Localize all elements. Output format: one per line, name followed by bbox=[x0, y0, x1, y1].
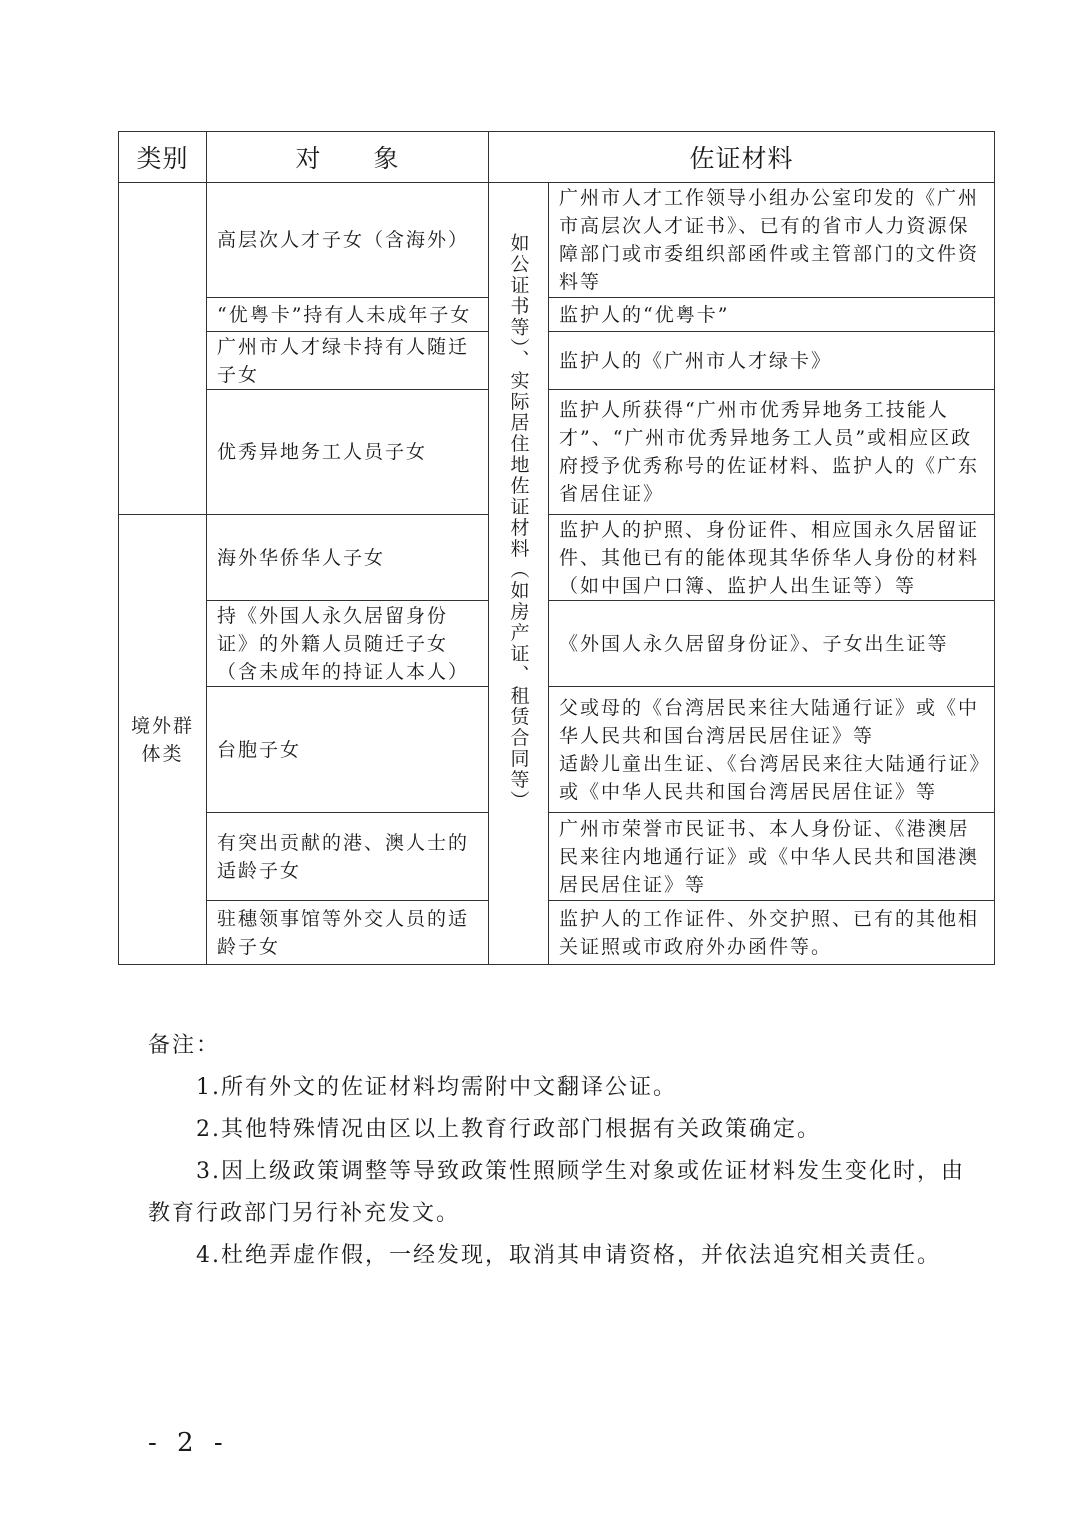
object-cell: 海外华侨华人子女 bbox=[207, 515, 489, 601]
proof-cell: 监护人所获得“广州市优秀异地务工技能人才”、“广州市优秀异地务工人员”或相应区政府授予优秀称号的佐证材料、监护人的《广东省居住证》 bbox=[549, 390, 995, 515]
object-cell: 驻穗领事馆等外交人员的适龄子女 bbox=[207, 901, 489, 965]
page-number: - 2 - bbox=[148, 1428, 229, 1458]
proof-line-1: 父或母的《台湾居民来往大陆通行证》或《中华人民共和国台湾居民居住证》等 bbox=[559, 696, 980, 747]
table-row bbox=[119, 183, 995, 298]
note-item-1: 1.所有外文的佐证材料均需附中文翻译公证。 bbox=[196, 1075, 677, 1100]
header-proof: 佐证材料 bbox=[489, 132, 995, 183]
proof-cell: 监护人的工作证件、外交护照、已有的其他相关证照或市政府外办函件等。 bbox=[549, 901, 995, 965]
notes-section bbox=[148, 1025, 978, 1277]
object-cell: 高层次人才子女（含海外） bbox=[207, 183, 489, 298]
proof-cell: 监护人的“优粤卡” bbox=[549, 298, 995, 332]
middle-column-cell bbox=[489, 183, 549, 965]
table-row bbox=[119, 601, 995, 687]
note-item-3: 3.因上级政策调整等导致政策性照顾学生对象或佐证材料发生变化时，由教育行政部门另行补充发文。 bbox=[148, 1159, 965, 1226]
object-cell: 台胞子女 bbox=[207, 687, 489, 813]
header-object: 对 象 bbox=[207, 132, 489, 183]
table-row bbox=[119, 332, 995, 390]
table-row bbox=[119, 901, 995, 965]
proof-cell bbox=[549, 687, 995, 813]
category-cell-1 bbox=[119, 183, 207, 515]
proof-cell: 监护人的《广州市人才绿卡》 bbox=[549, 332, 995, 390]
notes-title: 备注： bbox=[148, 1033, 221, 1058]
note-item-4: 4.杜绝弄虚作假，一经发现，取消其申请资格，并依法追究相关责任。 bbox=[196, 1243, 941, 1268]
object-cell: “优粤卡”持有人未成年子女 bbox=[207, 298, 489, 332]
object-cell: 广州市人才绿卡持有人随迁子女 bbox=[207, 332, 489, 390]
note-item-2: 2.其他特殊情况由区以上教育行政部门根据有关政策确定。 bbox=[196, 1117, 821, 1142]
proof-cell: 《外国人永久居留身份证》、子女出生证等 bbox=[549, 601, 995, 687]
policy-table bbox=[118, 131, 995, 965]
table-row bbox=[119, 687, 995, 813]
category-cell-2 bbox=[119, 515, 207, 965]
proof-cell: 广州市荣誉市民证书、本人身份证、《港澳居民来往内地通行证》或《中华人民共和国港澳居民居住证》等 bbox=[549, 813, 995, 901]
header-category: 类别 bbox=[119, 132, 207, 183]
proof-cell: 监护人的护照、身份证件、相应国永久居留证件、其他已有的能体现其华侨华人身份的材料（如中国户口簿、监护人出生证等）等 bbox=[549, 515, 995, 601]
proof-line-2: 适龄儿童出生证、《台湾居民来往大陆通行证》或《中华人民共和国台湾居民居住证》等 bbox=[559, 752, 982, 803]
object-cell: 优秀异地务工人员子女 bbox=[207, 390, 489, 515]
proof-cell: 广州市人才工作领导小组办公室印发的《广州市高层次人才证书》、已有的省市人力资源保障部门或市委组织部函件或主管部门的文件资料等 bbox=[549, 183, 995, 298]
table-row bbox=[119, 298, 995, 332]
table-header-row bbox=[119, 132, 995, 183]
table-row bbox=[119, 813, 995, 901]
table-row bbox=[119, 390, 995, 515]
object-cell: 持《外国人永久居留身份证》的外籍人员随迁子女（含未成年的持证人本人） bbox=[207, 601, 489, 687]
middle-column-text: 如公证书等）、实际居住地佐证材料（如房产证、租赁合同等） bbox=[507, 232, 530, 812]
category-label: 境外群体类 bbox=[130, 714, 194, 765]
object-cell: 有突出贡献的港、澳人士的适龄子女 bbox=[207, 813, 489, 901]
table-row bbox=[119, 515, 995, 601]
